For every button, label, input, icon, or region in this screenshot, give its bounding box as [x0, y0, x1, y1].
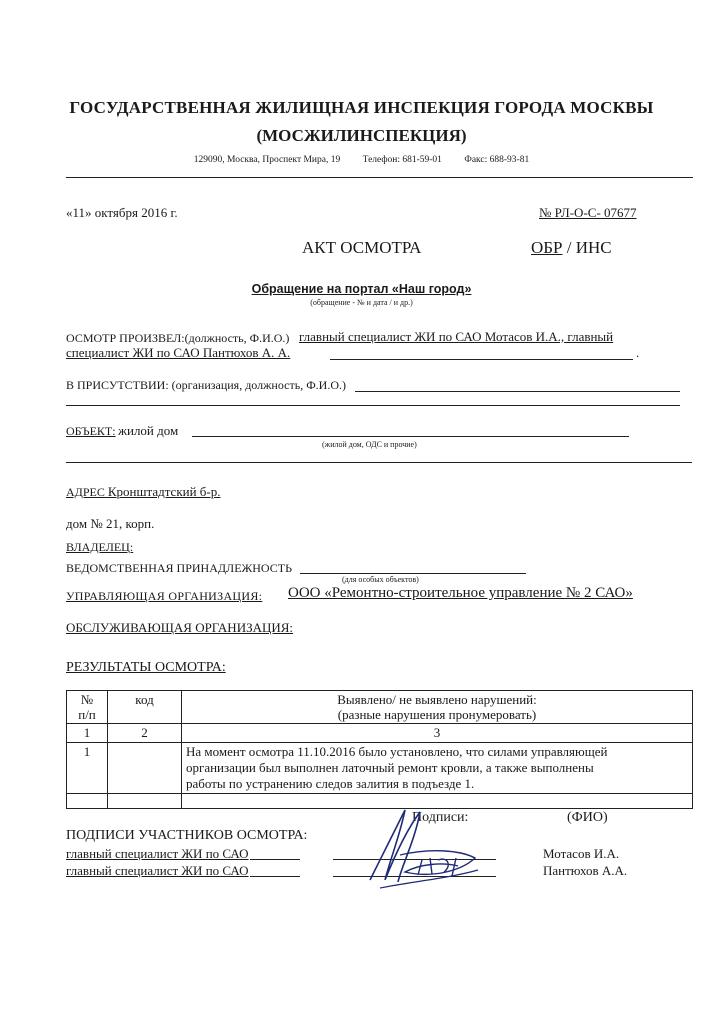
presence-label: В ПРИСУТСТВИИ: (организация, должность, Ф.И.О.) [66, 378, 347, 392]
doc-title: АКТ ОСМОТРА [302, 238, 422, 257]
object-divider [66, 462, 692, 463]
table-index-row [67, 724, 693, 743]
presence-fill-line-2 [66, 405, 680, 406]
inspector-label: ОСМОТР ПРОИЗВЕЛ:(должность, Ф.И.О.) [66, 331, 290, 345]
appeal-title: Обращение на портал «Наш город» [251, 282, 472, 296]
header-desc-line2: (разные нарушения пронумеровать) [337, 707, 537, 722]
inspector-value-line2: специалист ЖИ по САО Пантюхов А. А. [66, 345, 291, 360]
mgmt-label: УПРАВЛЯЮЩАЯ ОРГАНИЗАЦИЯ: [66, 589, 263, 603]
row-text-line1: На момент осмотра 11.10.2016 было установлено, что силами управляющей [186, 744, 608, 759]
header-code: код [108, 691, 182, 724]
appeal-note: (обращение - № и дата / и др.) [310, 298, 413, 307]
address-label-text: АДРЕС [66, 485, 105, 499]
dept-fill-line [300, 573, 526, 574]
row-text [182, 743, 693, 794]
row-text-line2: организации был выполнен латочный ремонт кровли, а также выполнены [186, 760, 594, 775]
object-label: ОБЪЕКТ: [66, 424, 116, 438]
dept-label: ВЕДОМСТВЕННАЯ ПРИНАДЛЕЖНОСТЬ [66, 561, 292, 575]
header-desc [182, 691, 693, 724]
name-1: Мотасов И.А. [543, 846, 620, 861]
results-table [66, 690, 693, 809]
presence-fill-line [355, 391, 680, 392]
name-2: Пантюхов А.А. [543, 863, 628, 878]
inspector-value-line1: главный специалист ЖИ по САО Мотасов И.А., главный [299, 329, 614, 344]
row-code [108, 743, 182, 794]
doc-type-primary: ОБР [531, 238, 563, 257]
fio-label: (ФИО) [567, 810, 608, 825]
inspector-fill-line [330, 359, 633, 360]
object-fill-line [192, 436, 629, 437]
address-value: Кронштадтский б-р. [107, 484, 221, 499]
role-2: главный специалист ЖИ по САО [66, 863, 249, 878]
index-col3: 3 [182, 724, 693, 743]
index-col2: 2 [108, 724, 182, 743]
address-label [66, 484, 221, 500]
role-2-fill-line [250, 876, 300, 877]
header-num: № п/п [67, 691, 108, 724]
inspector-period: . [636, 345, 640, 360]
owner-label: ВЛАДЕЛЕЦ: [66, 540, 134, 554]
row-num: 1 [67, 743, 108, 794]
signatures-title: ПОДПИСИ УЧАСТНИКОВ ОСМОТРА: [66, 828, 308, 843]
org-contacts [0, 155, 723, 165]
doc-type-secondary: / ИНС [562, 238, 612, 257]
object-note: (жилой дом, ОДС и прочие) [322, 440, 417, 449]
empty-cell-1 [67, 794, 108, 809]
table-header-row [67, 691, 693, 724]
header-divider [66, 177, 693, 178]
org-short-title: (МОСЖИЛИНСПЕКЦИЯ) [256, 126, 467, 145]
org-title: ГОСУДАРСТВЕННАЯ ЖИЛИЩНАЯ ИНСПЕКЦИЯ ГОРОДА МОСКВЫ [69, 98, 654, 117]
sign-label: Подписи: [412, 810, 469, 825]
handwritten-signature [360, 800, 490, 900]
empty-cell-2 [108, 794, 182, 809]
doc-type [531, 238, 612, 258]
header-desc-line1: Выявлено/ не выявлено нарушений: [337, 692, 537, 707]
row-text-line3: работы по устранению следов залития в подъезде 1. [186, 776, 475, 791]
dept-note: (для особых объектов) [342, 575, 419, 584]
results-label: РЕЗУЛЬТАТЫ ОСМОТРА: [66, 660, 226, 675]
service-label: ОБСЛУЖИВАЮЩАЯ ОРГАНИЗАЦИЯ: [66, 620, 294, 635]
role-1: главный специалист ЖИ по САО [66, 846, 249, 861]
index-col1: 1 [67, 724, 108, 743]
doc-number: № РЛ-О-С- 07677 [539, 205, 637, 220]
org-address: 129090, Москва, Проспект Мира, 19 [193, 155, 341, 165]
role-1-fill-line [250, 859, 300, 860]
org-fax: Факс: 688-93-81 [464, 155, 530, 165]
object-value: жилой дом [118, 423, 179, 438]
org-phone: Телефон: 681-59-01 [362, 155, 442, 165]
mgmt-value: ООО «Ремонтно-строительное управление № 2 САО» [288, 585, 633, 601]
house-number: дом № 21, корп. [66, 516, 155, 531]
doc-date: «11» октября 2016 г. [66, 205, 178, 220]
table-row [67, 743, 693, 794]
